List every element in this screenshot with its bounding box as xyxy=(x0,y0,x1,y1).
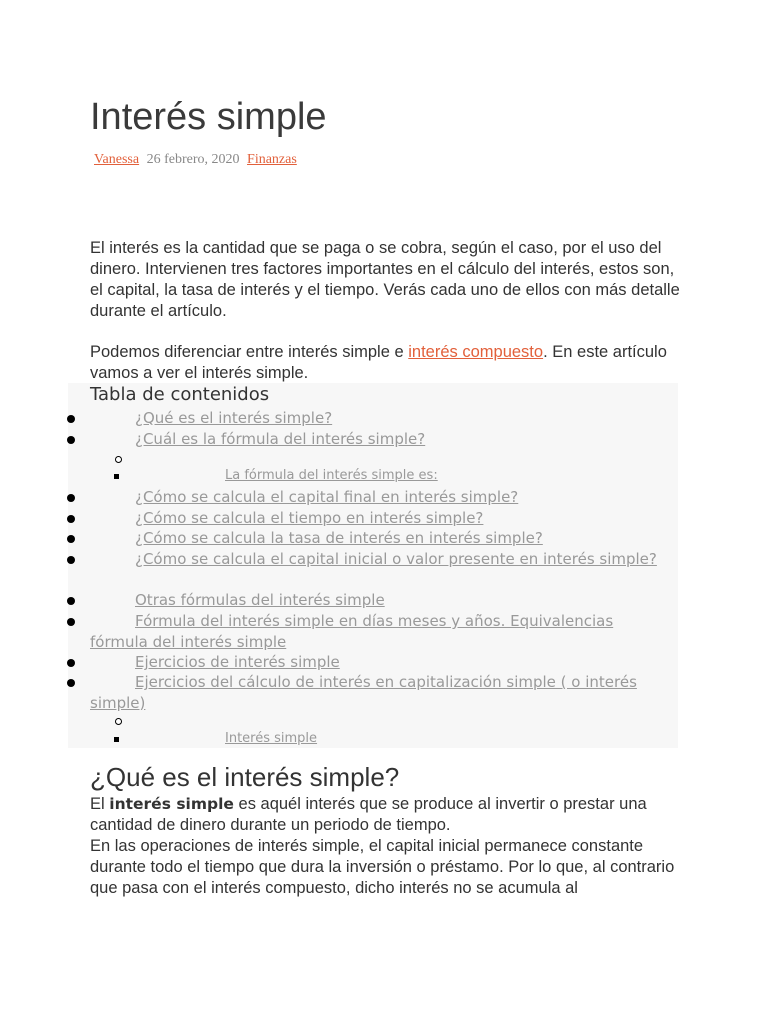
section-paragraph-2: En las operaciones de interés simple, el capital inicial permanece constante durante todo el tiempo que dura la inversión o préstamo. Por lo que, al contrario que pasa con el interés compuesto, dicho interés no se acumula al xyxy=(90,837,675,897)
bullet-icon xyxy=(67,679,75,687)
toc-link-formula[interactable]: ¿Cuál es la fórmula del interés simple? xyxy=(135,430,426,448)
bullet-icon xyxy=(67,659,75,667)
toc-link-ejercicios[interactable]: Ejercicios de interés simple xyxy=(135,653,340,671)
post-meta xyxy=(94,150,301,170)
toc-item xyxy=(90,611,665,652)
toc-link-capital-final[interactable]: ¿Cómo se calcula el capital final en interés simple? xyxy=(135,488,519,506)
toc-link-formula-es[interactable]: La fórmula del interés simple es: xyxy=(225,468,438,483)
bold-term: interés simple xyxy=(109,795,234,813)
toc-link-capital-inicial[interactable]: ¿Cómo se calcula el capital inicial o valor presente en interés simple? xyxy=(135,550,657,568)
square-bullet-icon xyxy=(114,474,119,479)
toc-item xyxy=(90,487,665,508)
toc-link-que-es[interactable]: ¿Qué es el interés simple? xyxy=(135,409,333,427)
post-date: 26 febrero, 2020 xyxy=(146,152,240,167)
circle-bullet-icon xyxy=(115,456,122,463)
toc-item xyxy=(90,549,665,570)
bullet-icon xyxy=(67,436,75,444)
circle-bullet-icon xyxy=(115,718,122,725)
bullet-icon xyxy=(67,597,75,605)
toc-item xyxy=(90,429,665,450)
toc-link-equivalencias[interactable]: Fórmula del interés simple en días meses y años. Equivalencias fórmula del interés simple xyxy=(90,612,614,651)
bullet-icon xyxy=(67,515,75,523)
toc-item xyxy=(90,408,665,429)
compound-interest-link[interactable]: interés compuesto xyxy=(408,343,544,361)
toc-item xyxy=(90,590,665,611)
section-paragraph-1 xyxy=(90,794,680,836)
toc-item xyxy=(90,508,665,529)
category-link[interactable]: Finanzas xyxy=(247,152,297,167)
bullet-icon xyxy=(67,535,75,543)
page-title: Interés simple xyxy=(90,96,327,138)
toc-link-otras-formulas[interactable]: Otras fórmulas del interés simple xyxy=(135,591,385,609)
bullet-icon xyxy=(67,556,75,564)
section-heading: ¿Qué es el interés simple? xyxy=(90,762,400,792)
square-bullet-icon xyxy=(114,737,119,742)
intro-paragraph-2 xyxy=(90,342,680,384)
author-link[interactable]: Vanessa xyxy=(94,152,140,167)
intro-text: Podemos diferenciar entre interés simple e xyxy=(90,343,409,361)
toc-subitem xyxy=(225,467,438,485)
intro-paragraph: El interés es la cantidad que se paga o se cobra, según el caso, por el uso del dinero. Intervienen tres factores importantes en el cálculo del interés, estos son, el capital, la tasa de interés y el tiempo. Verás cada uno de ellos con más detalle durante el artículo. xyxy=(90,239,680,320)
text-span: El xyxy=(90,795,110,813)
section-body xyxy=(90,794,680,899)
toc-link-tasa[interactable]: ¿Cómo se calcula la tasa de interés en interés simple? xyxy=(135,529,543,547)
toc-link-tiempo[interactable]: ¿Cómo se calcula el tiempo en interés simple? xyxy=(135,509,484,527)
text-span: es aquél interés que se produce al invertir o prestar una cantidad de dinero durante un periodo de tiempo. xyxy=(90,795,647,834)
bullet-icon xyxy=(67,415,75,423)
toc-item xyxy=(90,672,665,713)
toc-item xyxy=(90,652,665,673)
toc-link-ejercicios-calculo[interactable]: Ejercicios del cálculo de interés en capitalización simple ( o interés simple) xyxy=(90,673,637,712)
bullet-icon xyxy=(67,494,75,502)
intro-text-end: . En este artículo vamos a ver el interés simple. xyxy=(90,343,667,382)
toc-title: Tabla de contenidos xyxy=(90,384,270,405)
toc-subitem xyxy=(225,730,317,748)
toc-item xyxy=(90,528,665,549)
bullet-icon xyxy=(67,618,75,626)
toc-link-interes-simple[interactable]: Interés simple xyxy=(225,731,318,746)
